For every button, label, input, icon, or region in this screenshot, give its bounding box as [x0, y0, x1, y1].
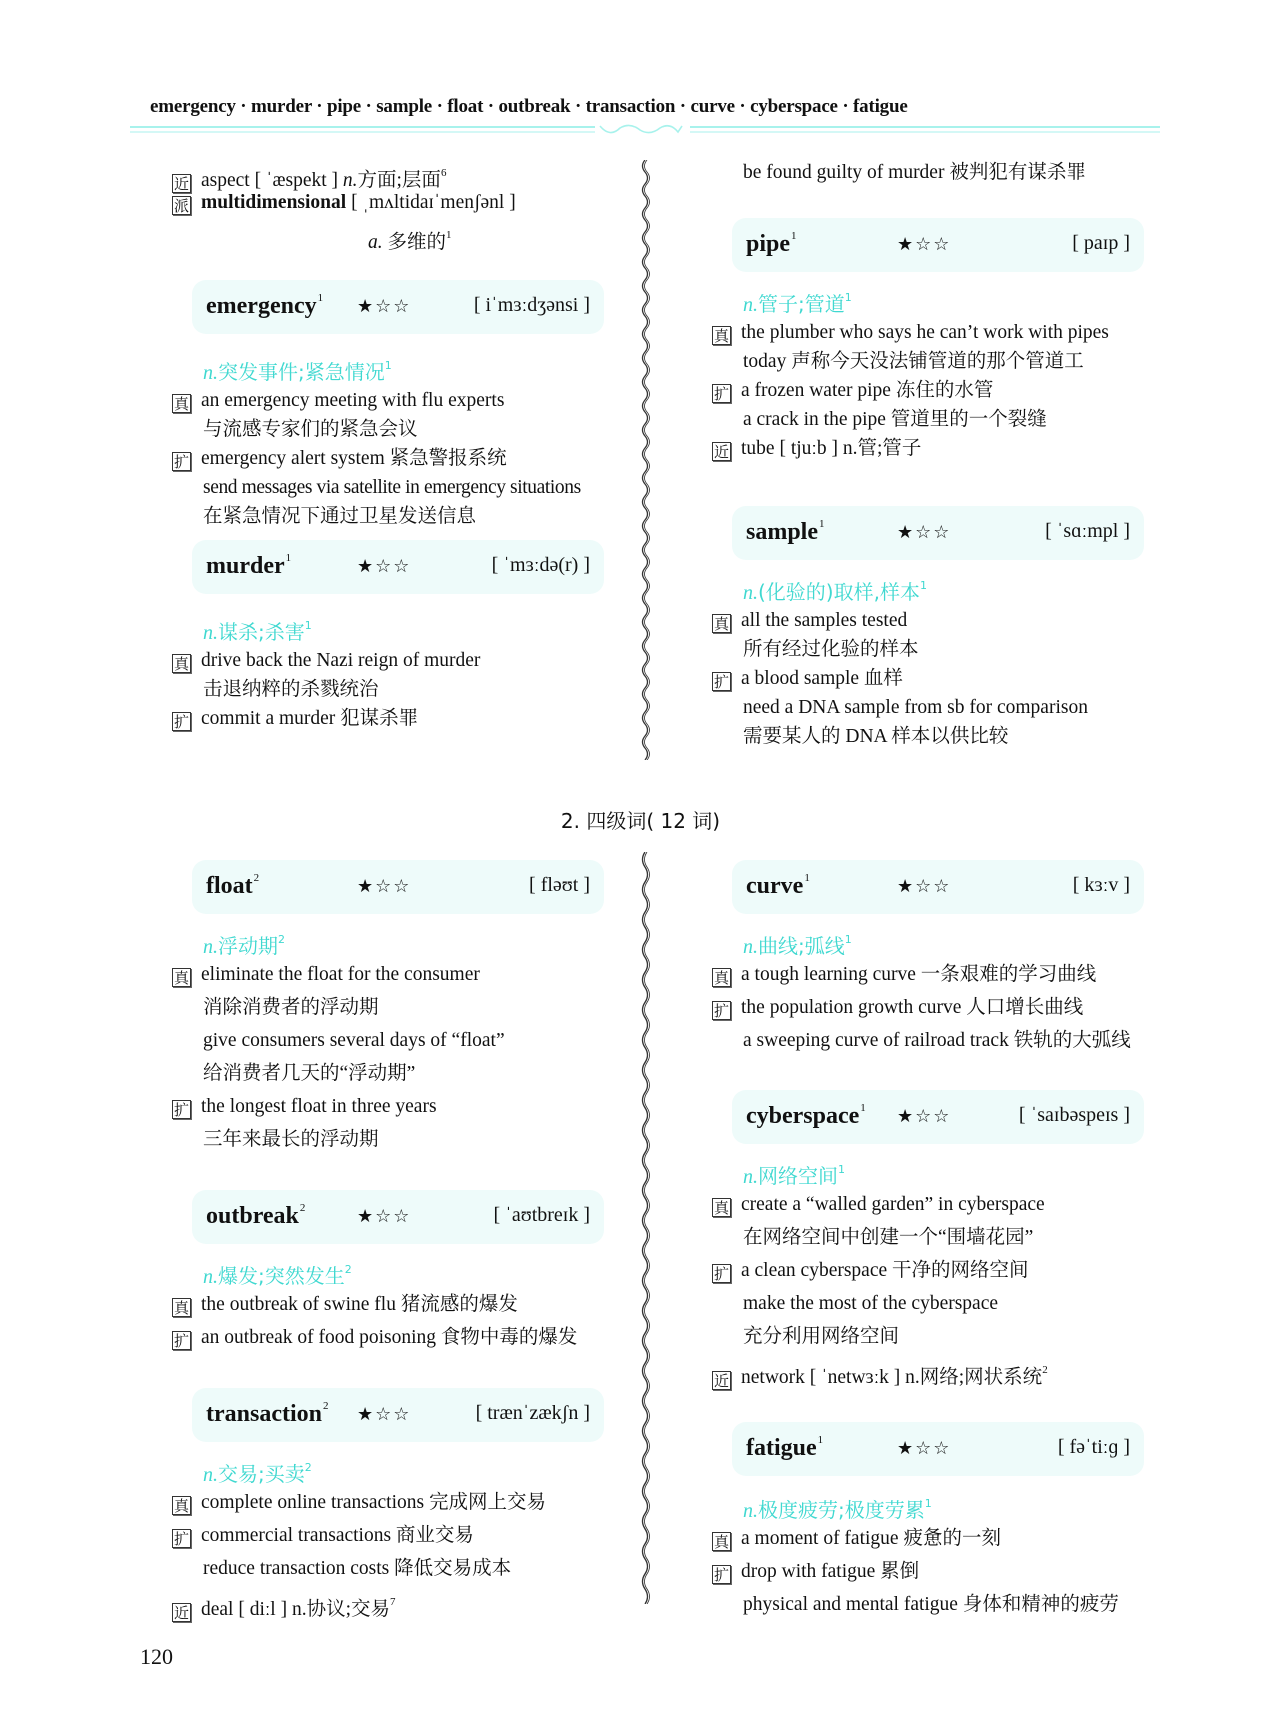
- example-line: a crack in the pipe 管道里的一个裂缝: [743, 409, 1047, 430]
- column-divider-top: [638, 160, 652, 760]
- real-exam-tag: 真: [713, 327, 729, 345]
- phonetic: [ fəˈtiːɡ ]: [1057, 1436, 1130, 1458]
- definition-float: n.浮动期$^2$: [203, 933, 285, 958]
- example-line: 真 the plumber who says he can’t work with pipes: [713, 322, 1109, 345]
- real-exam-tag: 真: [173, 655, 189, 673]
- headword: emergency: [206, 293, 317, 319]
- phonetic: [ fləʊt ]: [529, 874, 590, 896]
- example-line: 充分利用网络空间: [743, 1326, 900, 1347]
- phonetic: [ trænˈzækʃn ]: [475, 1402, 590, 1424]
- example-line: 在紧急情况下通过卫星发送信息: [203, 506, 477, 527]
- synonym-aspect: 近 aspect [ ˈæspekt ] n.方面;层面$^6$: [173, 167, 447, 193]
- headword: float: [206, 873, 253, 899]
- top-left-column: [172, 160, 652, 760]
- definition-curve: n.曲线;弧线$^1$: [743, 933, 852, 958]
- real-exam-tag: 真: [713, 615, 729, 633]
- example-line: today 声称今天没法铺管道的那个管道工: [743, 351, 1084, 372]
- example-line: 扩 a blood sample 血样: [713, 668, 903, 691]
- example-line: 在网络空间中创建一个“围墙花园”: [743, 1227, 1034, 1248]
- synonym-tag: 近: [713, 443, 729, 461]
- headword: outbreak: [206, 1203, 299, 1229]
- example-line: 扩 an outbreak of food poisoning 食物中毒的爆发: [173, 1327, 578, 1350]
- example-line: 扩 commit a murder 犯谋杀罪: [173, 708, 419, 731]
- bottom-left-column: [172, 860, 652, 1640]
- example-line: 真 the outbreak of swine flu 猪流感的爆发: [173, 1294, 518, 1317]
- phonetic: [ ˈmɜːdə(r) ]: [491, 554, 590, 576]
- star-rating-icon: ★☆☆: [357, 1206, 412, 1227]
- headword: sample: [746, 519, 818, 545]
- word-card-cyberspace: cyberspace$^1$ ★☆☆ [ ˈsaɪbəspeɪs ]: [732, 1090, 1144, 1144]
- example-line: need a DNA sample from sb for comparison: [743, 697, 1088, 718]
- word-card-pipe: pipe$^1$ ★☆☆ [ paɪp ]: [732, 218, 1144, 272]
- headword: curve: [746, 873, 804, 899]
- example-line: 需要某人的 DNA 样本以供比较: [743, 726, 1009, 747]
- word-card-fatigue: fatigue$^1$ ★☆☆ [ fəˈtiːɡ ]: [732, 1422, 1144, 1476]
- star-rating-icon: ★☆☆: [897, 522, 952, 543]
- word-card-emergency: emergency$^1$ ★☆☆ [ iˈmɜːdʒənsi ]: [192, 280, 604, 334]
- example-line: reduce transaction costs 降低交易成本: [203, 1558, 512, 1579]
- example-line: 扩 a frozen water pipe 冻住的水管: [713, 380, 994, 403]
- headword: fatigue: [746, 1435, 817, 1461]
- example-line: 真 a tough learning curve 一条艰难的学习曲线: [713, 964, 1097, 987]
- synonym-line: 近 deal [ diːl ] n.协议;交易$^7$: [173, 1596, 396, 1622]
- phonetic: [ ˈsɑːmpl ]: [1045, 520, 1130, 542]
- phonetic: [ ˈaʊtbreɪk ]: [493, 1204, 590, 1226]
- running-header: emergency · murder · pipe · sample · float · outbreak · transaction · curve · cyberspace · fatigue: [150, 96, 908, 117]
- example-line: give consumers several days of “float”: [203, 1030, 505, 1051]
- example-line: 与流感专家们的紧急会议: [203, 419, 418, 440]
- definition-transaction: n.交易;买卖$^2$: [203, 1461, 312, 1486]
- real-exam-tag: 真: [713, 1199, 729, 1217]
- phonetic: [ kɜːv ]: [1072, 874, 1130, 896]
- example-line: 消除消费者的浮动期: [203, 997, 379, 1018]
- extension-tag: 扩: [713, 385, 729, 403]
- real-exam-tag: 真: [713, 1533, 729, 1551]
- real-exam-tag: 真: [173, 1299, 189, 1317]
- synonym-line: 近 tube [ tjuːb ] n.管;管子: [713, 438, 922, 461]
- example-line: a sweeping curve of railroad track 铁轨的大弧线: [743, 1030, 1131, 1051]
- synonym-tag: 近: [713, 1372, 729, 1390]
- example-line: 真 all the samples tested: [713, 610, 908, 633]
- example-line: send messages via satellite in emergency situations: [203, 477, 581, 498]
- example-line: 扩 emergency alert system 紧急警报系统: [173, 448, 507, 471]
- word-card-outbreak: outbreak$^2$ ★☆☆ [ ˈaʊtbreɪk ]: [192, 1190, 604, 1244]
- star-rating-icon: ★☆☆: [897, 1438, 952, 1459]
- definition-fatigue: n.极度疲劳;极度劳累$^1$: [743, 1497, 932, 1522]
- example-line: physical and mental fatigue 身体和精神的疲劳: [743, 1594, 1119, 1615]
- column-divider-bottom: [638, 852, 652, 1604]
- synonym-tag: 近: [173, 175, 189, 193]
- star-rating-icon: ★☆☆: [897, 1106, 952, 1127]
- section-title: 2. 四级词( 12 词): [560, 809, 721, 833]
- example-line: 扩 drop with fatigue 累倒: [713, 1561, 920, 1584]
- extension-tag: 扩: [173, 1332, 189, 1350]
- phonetic: [ iˈmɜːdʒənsi ]: [473, 294, 590, 316]
- extension-tag: 扩: [173, 1101, 189, 1119]
- extension-tag: 扩: [173, 1530, 189, 1548]
- bottom-right-column: [712, 860, 1192, 1640]
- star-rating-icon: ★☆☆: [357, 296, 412, 317]
- definition-outbreak: n.爆发;突然发生$^2$: [203, 1263, 352, 1288]
- synonym-line: 近 network [ ˈnetwɜːk ] n.网络;网状系统$^2$: [713, 1364, 1048, 1390]
- real-exam-tag: 真: [173, 1497, 189, 1515]
- extension-tag: 扩: [713, 1002, 729, 1020]
- definition-murder: n.谋杀;杀害$^1$: [203, 619, 312, 644]
- extension-tag: 扩: [713, 1265, 729, 1283]
- phonetic: [ ˈsaɪbəspeɪs ]: [1018, 1104, 1130, 1126]
- word-card-murder: murder$^1$ ★☆☆ [ ˈmɜːdə(r) ]: [192, 540, 604, 594]
- definition-emergency: n.突发事件;紧急情况$^1$: [203, 359, 392, 384]
- top-right-column: [712, 160, 1192, 760]
- example-line: 真 eliminate the float for the consumer: [173, 964, 480, 987]
- star-rating-icon: ★☆☆: [897, 876, 952, 897]
- example-line: 真 an emergency meeting with flu experts: [173, 390, 505, 413]
- example-line: 真 drive back the Nazi reign of murder: [173, 650, 481, 673]
- real-exam-tag: 真: [713, 969, 729, 987]
- extension-tag: 扩: [173, 453, 189, 471]
- word-card-float: float$^2$ ★☆☆ [ fləʊt ]: [192, 860, 604, 914]
- real-exam-tag: 真: [173, 969, 189, 987]
- derivative-tag: 派: [173, 197, 189, 215]
- example-line: make the most of the cyberspace: [743, 1293, 999, 1314]
- example-line: 三年来最长的浮动期: [203, 1129, 379, 1150]
- definition-sample: n.(化验的)取样,样本$^1$: [743, 579, 927, 604]
- derivative-meaning: a. 多维的$^1$: [368, 229, 452, 253]
- star-rating-icon: ★☆☆: [897, 234, 952, 255]
- header-decorative-rule: [130, 124, 1160, 136]
- example-line: 给消费者几天的“浮动期”: [203, 1063, 416, 1084]
- example-line: 扩 a clean cyberspace 干净的网络空间: [713, 1260, 1029, 1283]
- synonym-tag: 近: [173, 1604, 189, 1622]
- example-line: 击退纳粹的杀戮统治: [203, 679, 379, 700]
- extension-tag: 扩: [173, 713, 189, 731]
- definition-pipe: n.管子;管道$^1$: [743, 291, 852, 316]
- example-line: 真 a moment of fatigue 疲惫的一刻: [713, 1528, 1001, 1551]
- star-rating-icon: ★☆☆: [357, 556, 412, 577]
- derivative-multidimensional: 派 multidimensional [ ˌmʌltidaɪˈmenʃənl ]: [173, 192, 516, 215]
- word-card-sample: sample$^1$ ★☆☆ [ ˈsɑːmpl ]: [732, 506, 1144, 560]
- word-card-transaction: transaction$^2$ ★☆☆ [ trænˈzækʃn ]: [192, 1388, 604, 1442]
- page-number: 120: [140, 1644, 173, 1669]
- extension-tag: 扩: [713, 673, 729, 691]
- example-line: 真 complete online transactions 完成网上交易: [173, 1492, 546, 1515]
- example-line: 扩 the population growth curve 人口增长曲线: [713, 997, 1084, 1020]
- extension-tag: 扩: [713, 1566, 729, 1584]
- headword: murder: [206, 553, 285, 579]
- headword: transaction: [206, 1401, 322, 1427]
- example-line: 所有经过化验的样本: [743, 639, 919, 660]
- real-exam-tag: 真: [173, 395, 189, 413]
- star-rating-icon: ★☆☆: [357, 876, 412, 897]
- definition-cyberspace: n.网络空间$^1$: [743, 1163, 845, 1188]
- star-rating-icon: ★☆☆: [357, 1404, 412, 1425]
- phonetic: [ paɪp ]: [1072, 232, 1130, 254]
- headword: pipe: [746, 231, 791, 257]
- word-card-curve: curve$^1$ ★☆☆ [ kɜːv ]: [732, 860, 1144, 914]
- example-line: be found guilty of murder 被判犯有谋杀罪: [743, 162, 1086, 183]
- example-line: 真 create a “walled garden” in cyberspace: [713, 1194, 1045, 1217]
- headword: cyberspace: [746, 1103, 860, 1129]
- example-line: 扩 the longest float in three years: [173, 1096, 437, 1119]
- example-line: 扩 commercial transactions 商业交易: [173, 1525, 474, 1548]
